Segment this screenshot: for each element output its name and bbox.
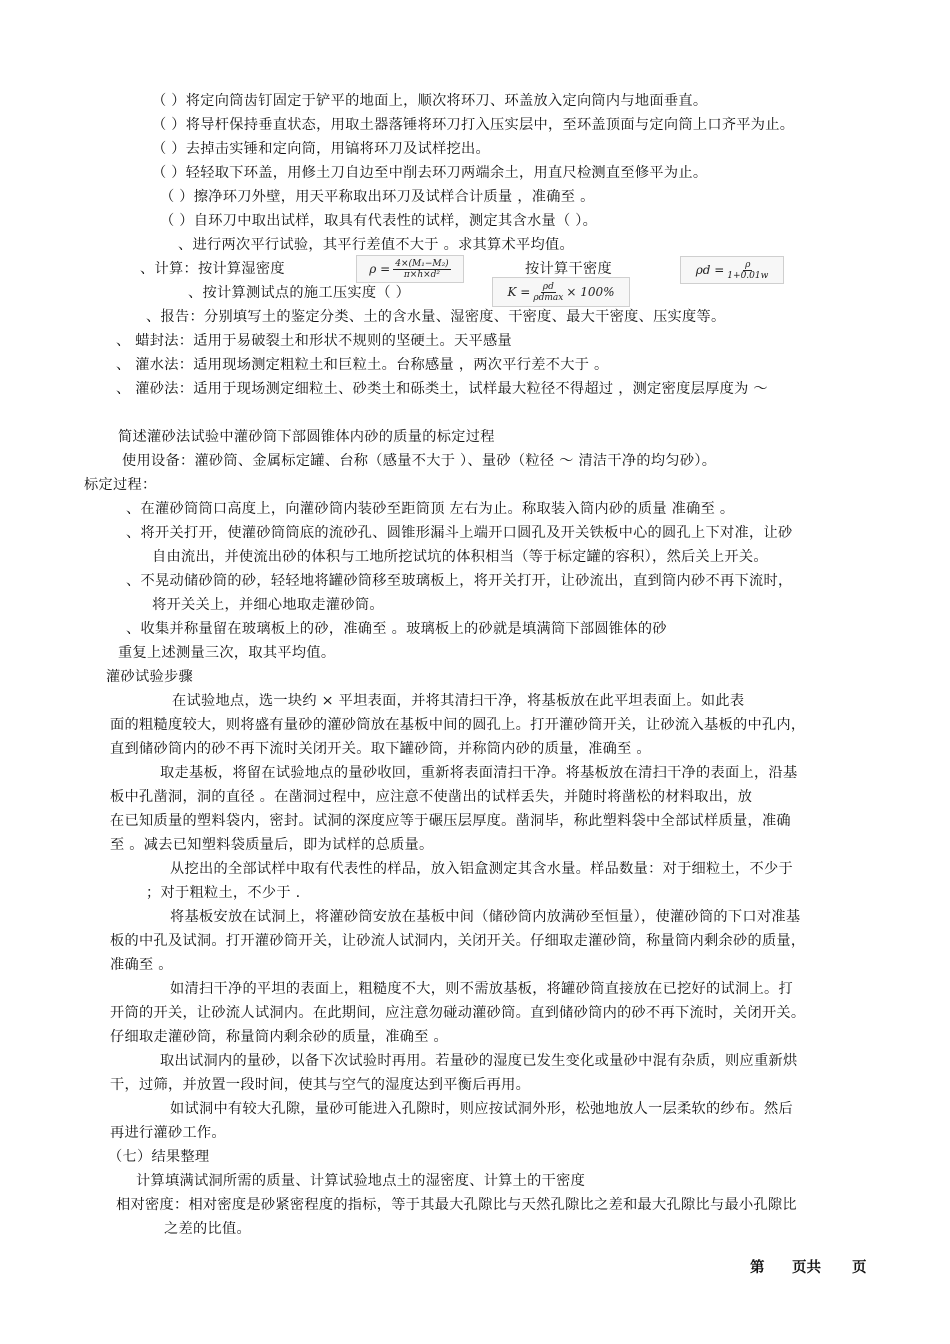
compaction-denominator: ρdmax (533, 292, 564, 303)
procedure-p5-l1: 如清扫干净的平坦的表面上，粗糙度不大，则不需放基板，将罐砂筒直接放在已挖好的试洞上。打 (170, 981, 793, 997)
compaction-tail: × 100% (566, 285, 615, 299)
procedure-p2-l4: 至 。减去已知塑料袋质量后，即为试样的总质量。 (110, 837, 434, 853)
compaction-numerator: ρd (542, 281, 554, 292)
dry-density-numerator: ρ (745, 259, 751, 270)
wet-density-numerator: 4×(M₁−M₂) (395, 258, 449, 269)
report-line: 、报告：分别填写土的鉴定分类、土的含水量、湿密度、干密度、最大干密度、压实度等。 (146, 309, 726, 325)
water-method-line: 、 灌水法：适用现场测定粗粒土和巨粒土。台称感量 ，两次平行差不大于 。 (116, 357, 609, 373)
dry-density-formula (680, 256, 784, 284)
procedure-p1-l3: 直到储砂筒内的砂不再下流时关闭开关。取下罐砂筒，并称筒内砂的质量，准确至 。 (110, 741, 651, 757)
compaction-label: 、按计算测试点的施工压实度（ ） (188, 285, 411, 301)
compaction-lhs: K = (507, 285, 531, 299)
compaction-formula (492, 277, 630, 307)
calibration-repeat: 重复上述测量三次，取其平均值。 (118, 645, 336, 661)
calibration-step-3-cont: 将开关关上，并细心地取走灌砂筒。 (152, 597, 384, 613)
page-footer-label-1: 第 (750, 1260, 765, 1276)
procedure-p6-l2: 干，过筛，并放置一段时间，使其与空气的湿度达到平衡后再用。 (110, 1077, 531, 1093)
calibration-step-2: 、将开关打开，使灌砂筒筒底的流砂孔、圆锥形漏斗上端开口圆孔及开关铁板中心的圆孔上下对准，让砂 (126, 525, 793, 541)
calibration-step-2-cont: 自由流出，并使流出砂的体积与工地所挖试坑的体积相当（等于标定罐的容积），然后关上开关。 (152, 549, 768, 565)
wet-density-formula (356, 255, 464, 283)
procedure-p3-l1: 从挖出的全部试样中取有代表性的样品，放入铝盒测定其含水量。样品数量：对于细粒土，不少于 (170, 861, 793, 877)
step-line-3: （ ）去掉击实锤和定向筒，用镐将环刀及试样挖出。 (152, 141, 491, 157)
section-title-results: （七）结果整理 (108, 1149, 210, 1165)
wet-density-lhs: ρ = (369, 262, 391, 276)
step-line-5: （ ）擦净环刀外壁，用天平称取出环刀及试样合计质量 ，准确至 。 (160, 189, 595, 205)
calc-dry-density-label: 按计算干密度 (525, 261, 612, 277)
procedure-p7-l1: 如试洞中有较大孔隙，量砂可能进入孔隙时，则应按试洞外形，松弛地放人一层柔软的纱布。然后 (170, 1101, 793, 1117)
procedure-p4-l3: 准确至 。 (110, 957, 173, 973)
step-line-6: （ ）自环刀中取出试样，取具有代表性的试样，测定其含水量（ ）。 (160, 213, 598, 229)
relative-density-line-2: 之差的比值。 (164, 1221, 251, 1237)
procedure-p1-l1: 在试验地点，选一块约 × 平坦表面，并将其清扫干净，将基板放在此平坦表面上。如此表 (172, 693, 745, 709)
wet-density-fraction (393, 259, 450, 280)
page-footer-label-2: 页共 (792, 1260, 821, 1276)
dry-density-fraction (727, 260, 768, 281)
step-line-4: （ ）轻轻取下环盖，用修土刀自边至中削去环刀两端余土，用直尺检测直至修平为止。 (152, 165, 708, 181)
procedure-p3-l2: ；对于粗粒土，不少于 . (146, 885, 301, 901)
relative-density-line-1: 相对密度：相对密度是砂紧密程度的指标，等于其最大孔隙比与天然孔隙比之差和最大孔隙比与最小孔隙比 (116, 1197, 797, 1213)
procedure-p5-l3: 仔细取走灌砂筒，称量筒内剩余砂的质量，准确至 。 (110, 1029, 449, 1045)
page-footer-label-3: 页 (852, 1260, 867, 1276)
equipment-line: 使用设备：灌砂筒、金属标定罐、台称（感量不大于 ）、量砂（粒径 ～ 清洁干净的均匀砂）。 (122, 453, 717, 469)
dry-density-lhs: ρd = (695, 263, 725, 277)
procedure-p4-l2: 板的中孔及试洞。打开灌砂筒开关，让砂流人试洞内，关闭开关。仔细取走灌砂筒，称量筒内剩余砂的质量， (110, 933, 806, 949)
section-title-procedure: 灌砂试验步骤 (106, 669, 193, 685)
dry-density-denominator: 1+0.01w (727, 270, 769, 281)
results-line: 计算填满试洞所需的质量、计算试验地点土的湿密度、计算土的干密度 (136, 1173, 586, 1189)
procedure-p2-l3: 在已知质量的塑料袋内，密封。试洞的深度应等于碾压层厚度。凿洞毕，称此塑料袋中全部试样质量，准确 (110, 813, 791, 829)
section-title-calibration: 简述灌砂法试验中灌砂筒下部圆锥体内砂的质量的标定过程 (118, 429, 495, 445)
procedure-p2-l2: 板中孔凿洞，洞的直径 。在凿洞过程中，应注意不使凿出的试样丢失，并随时将凿松的材料取出，放 (110, 789, 753, 805)
procedure-p1-l2: 面的粗糙度较大，则将盛有量砂的灌砂筒放在基板中间的圆孔上。打开灌砂筒开关，让砂流入基板的中孔内， (110, 717, 806, 733)
step-line-2: （ ）将导杆保持垂直状态，用取土器落锤将环刀打入压实层中，至环盖顶面与定向筒上口齐平为止。 (152, 117, 795, 133)
procedure-p7-l2: 再进行灌砂工作。 (110, 1125, 226, 1141)
wet-density-denominator: π×h×d² (403, 269, 441, 280)
step-line-7: 、进行两次平行试验，其平行差值不大于 。求其算术平均值。 (178, 237, 574, 253)
step-line-1: （ ）将定向筒齿钉固定于铲平的地面上，顺次将环刀、环盖放入定向筒内与地面垂直。 (152, 93, 708, 109)
calc-wet-density-label: 、计算：按计算湿密度 (140, 261, 285, 277)
calibration-step-4: 、收集并称量留在玻璃板上的砂，准确至 。玻璃板上的砂就是填满筒下部圆锥体的砂 (126, 621, 667, 637)
procedure-p5-l2: 开筒的开关，让砂流人试洞内。在此期间，应注意勿碰动灌砂筒。直到储砂筒内的砂不再下流时，关闭开关。 (110, 1005, 806, 1021)
sand-method-line: 、 灌砂法：适用于现场测定细粒土、砂类土和砾类土，试样最大粒径不得超过 ，测定密度层厚度为 ～ (116, 381, 768, 397)
compaction-fraction (533, 282, 563, 303)
calibration-process-label: 标定过程： (84, 477, 157, 493)
procedure-p2-l1: 取走基板，将留在试验地点的量砂收回，重新将表面清扫干净。将基板放在清扫干净的表面上，沿基 (160, 765, 798, 781)
procedure-p4-l1: 将基板安放在试洞上，将灌砂筒安放在基板中间（储砂筒内放满砂至恒量），使灌砂筒的下口对准基 (170, 909, 801, 925)
wax-method-line: 、 蜡封法：适用于易破裂土和形状不规则的坚硬土。天平感量 (116, 333, 512, 349)
calibration-step-1: 、在灌砂筒筒口高度上，向灌砂筒内装砂至距筒顶 左右为止。称取装入筒内砂的质量 准确至 。 (126, 501, 735, 517)
procedure-p6-l1: 取出试洞内的量砂，以备下次试验时再用。若量砂的湿度已发生变化或量砂中混有杂质，则应重新烘 (160, 1053, 798, 1069)
calibration-step-3: 、不晃动储砂筒的砂，轻轻地将罐砂筒移至玻璃板上，将开关打开，让砂流出，直到筒内砂不再下流时， (126, 573, 793, 589)
